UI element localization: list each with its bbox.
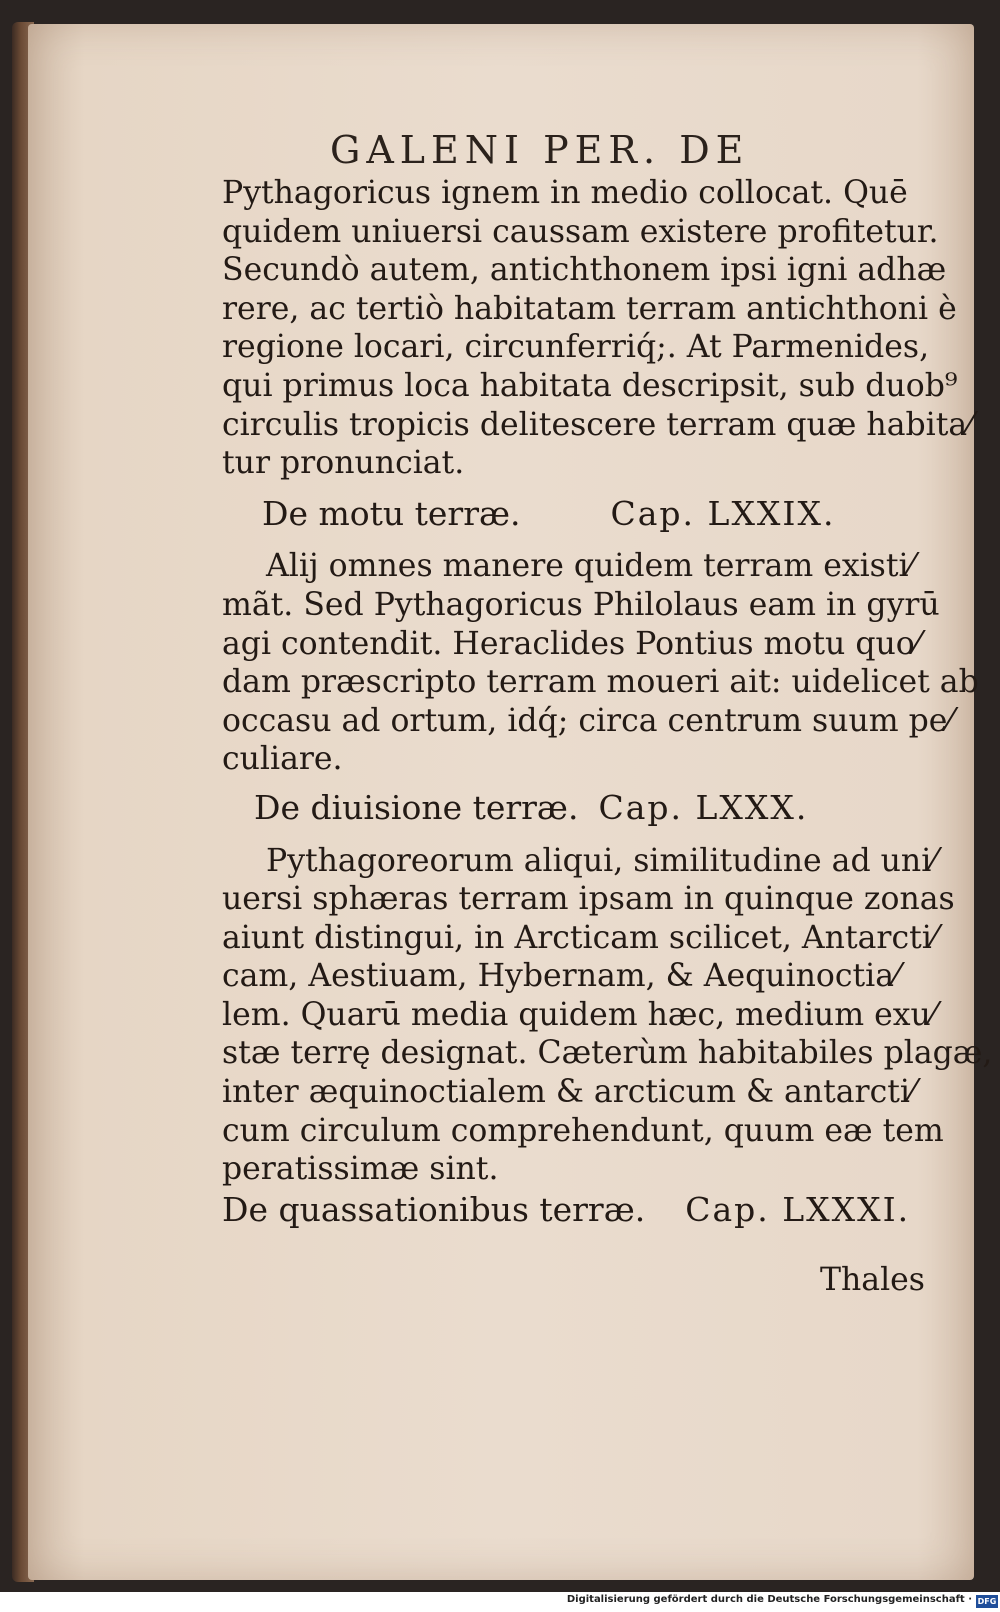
text-line: Alij omnes manere quidem terram existi⁄ <box>266 548 914 585</box>
text-block <box>222 174 993 1229</box>
chapter-title: De motu terræ. <box>262 493 521 533</box>
text-line: dam præscripto terram moueri ait: uidelicet ab <box>222 664 979 701</box>
text-line: circulis tropicis delitescere terram quæ habita⁄ <box>222 406 973 443</box>
text-line: peratissimæ sint. <box>222 1151 499 1188</box>
text-line: lem. Quarū media quidem hæc, medium exu⁄ <box>222 996 937 1033</box>
text-line: stæ terrę designat. Cæterùm habitabiles plagæ, <box>222 1035 993 1072</box>
chapter-title: De quassationibus terræ. <box>222 1189 646 1229</box>
paragraph-1 <box>222 174 973 483</box>
paragraph-3 <box>222 842 993 1189</box>
chapter-number: Cap. LXXXI. <box>685 1189 911 1229</box>
dfg-logo-icon: DFG <box>977 1597 997 1606</box>
chapter-title: De diuisione terræ. <box>254 787 579 827</box>
text-line: agi contendit. Heraclides Pontius motu quo⁄ <box>222 625 920 662</box>
chapter-heading <box>222 789 922 828</box>
funding-notice: Digitalisierung gefördert durch die Deutsche Forschungsgemeinschaft · <box>566 1594 972 1605</box>
running-head: GALENI PER. DE <box>330 128 750 172</box>
text-line: Secundò autem, antichthonem ipsi igni adhæ <box>222 252 947 289</box>
text-line: inter æquinoctialem & arcticum & antarcti⁄ <box>222 1074 916 1111</box>
text-line: cam, Aestiuam, Hybernam, & Aequinoctia⁄ <box>222 958 900 995</box>
chapter-number: Cap. LXXIX. <box>610 493 836 533</box>
text-line: quidem uniuersi caussam existere profitetur. <box>222 213 939 250</box>
text-line: occasu ad ortum, idq́; circa centrum suum pe⁄ <box>222 702 953 739</box>
text-line: qui primus loca habitata descripsit, sub duob⁹ <box>222 367 958 404</box>
chapter-heading <box>222 1191 922 1230</box>
text-line: rere, ac tertiò habitatam terram antichthoni è <box>222 290 957 327</box>
text-line: culiare. <box>222 741 343 778</box>
text-line: Pythagoreorum aliqui, similitudine ad uni⁄ <box>266 842 937 879</box>
catchword: Thales <box>820 1262 925 1298</box>
digitization-footer <box>0 1592 1000 1612</box>
chapter-heading <box>222 495 922 534</box>
paragraph-2 <box>222 547 979 779</box>
text-line: tur pronunciat. <box>222 445 465 482</box>
chapter-number: Cap. LXXX. <box>598 787 809 827</box>
text-line: uersi sphæras terram ipsam in quinque zonas <box>222 881 955 918</box>
text-line: Pythagoricus ignem in medio collocat. Quē <box>222 175 908 211</box>
text-line: regione locari, circunferriq́;. At Parmenides, <box>222 329 930 366</box>
text-line: cum circulum comprehendunt, quum eæ tem <box>222 1112 944 1149</box>
text-line: mãt. Sed Pythagoricus Philolaus eam in gyrū <box>222 586 940 623</box>
text-line: aiunt distingui, in Arcticam scilicet, Antarcti⁄ <box>222 919 938 956</box>
